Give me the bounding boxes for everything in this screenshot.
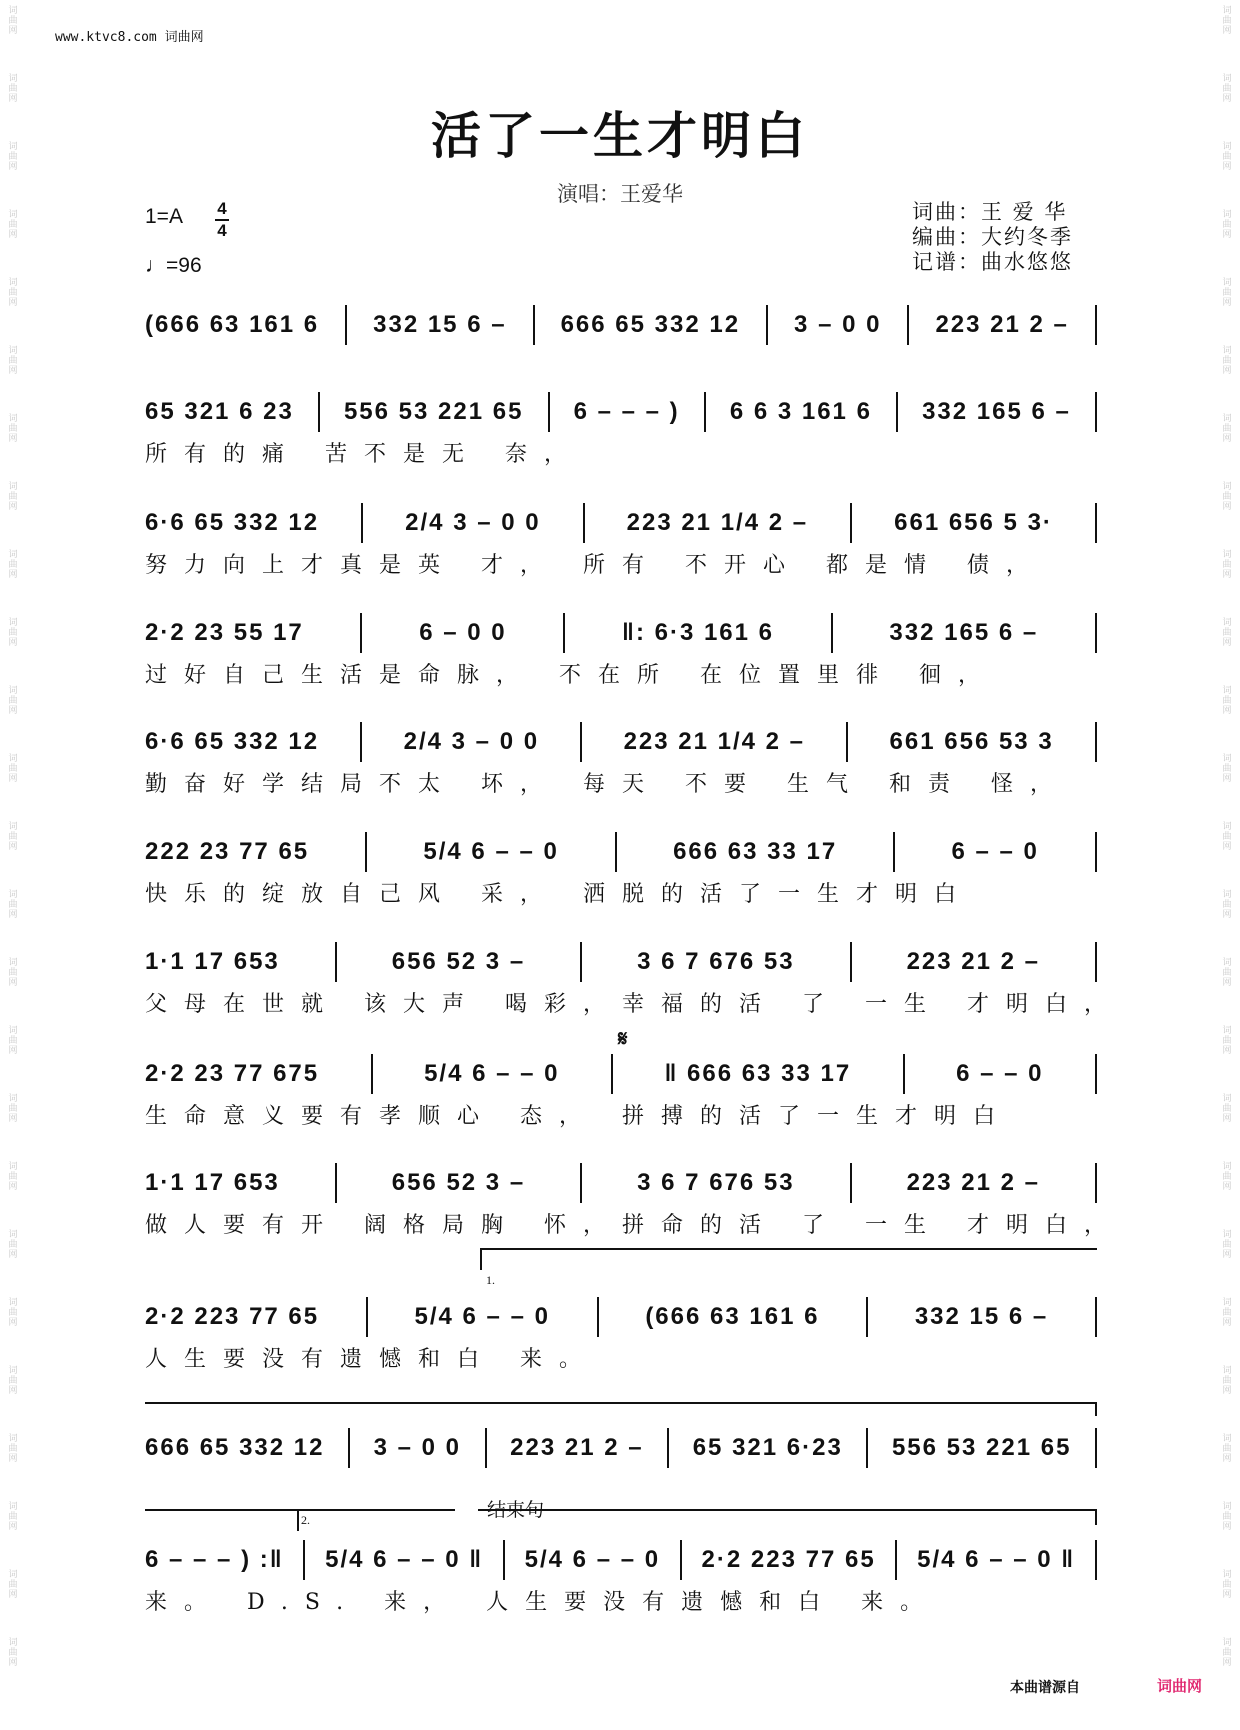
measure: 6 – – – ) :‖ <box>145 1546 284 1573</box>
watermark-text: 词 曲 网 <box>8 6 18 36</box>
repeat-line-hook <box>1095 1402 1097 1416</box>
watermark-text: 词 曲 网 <box>1222 1434 1232 1464</box>
bar-line <box>348 1428 350 1468</box>
ending-bracket-hook <box>1095 1509 1097 1525</box>
watermark-text: 词 曲 网 <box>1222 1570 1232 1600</box>
watermark-text: 词 曲 网 <box>1222 550 1232 580</box>
notation-row <box>145 1428 1097 1468</box>
bar-line <box>907 305 909 345</box>
bar-line <box>1095 1054 1097 1094</box>
bar-line <box>831 613 833 653</box>
bar-line <box>345 305 347 345</box>
ending-bracket <box>478 1509 1097 1511</box>
bar-line <box>318 392 320 432</box>
watermark-text: 词 曲 网 <box>8 142 18 172</box>
measure: 6 – – – ) <box>573 398 680 425</box>
bar-line <box>1095 392 1097 432</box>
notation-row <box>145 1163 1097 1203</box>
measure: 666 65 332 12 <box>560 311 741 338</box>
watermark-text: 词 曲 网 <box>1222 1162 1232 1192</box>
bar-line <box>680 1540 682 1580</box>
song-title: 活了一生才明白 <box>431 106 809 165</box>
bar-line <box>903 1054 905 1094</box>
measure: 65 321 6·23 <box>692 1434 843 1461</box>
lyric-line: 勤奋好学结局不太 坏， 每天 不要 生气 和责 怪， <box>145 772 1069 797</box>
measure: 3 – 0 0 <box>373 1434 462 1461</box>
measure: 661 656 53 3 <box>889 728 1054 755</box>
watermark-text: 词 曲 网 <box>8 74 18 104</box>
watermark-text: 词 曲 网 <box>8 754 18 784</box>
bar-line <box>850 942 852 982</box>
measure: 656 52 3 – <box>391 1169 526 1196</box>
watermark-text: 词 曲 网 <box>1222 958 1232 988</box>
measure: 661 656 5 3· <box>894 509 1053 536</box>
bar-line <box>361 503 363 543</box>
measure: 332 165 6 – <box>922 398 1071 425</box>
measure: (666 63 161 6 <box>645 1303 820 1330</box>
bar-line <box>485 1428 487 1468</box>
lyric-line: 父母在世就 该大声 喝彩，幸福的活 了 一生 才明白， <box>145 992 1123 1017</box>
measure: 556 53 221 65 <box>343 398 524 425</box>
watermark-text: 词 曲 网 <box>1222 210 1232 240</box>
singer-line: 演唱：王爱华 <box>557 182 683 206</box>
watermark-text: 词 曲 网 <box>8 1094 18 1124</box>
bar-line <box>1095 305 1097 345</box>
measure: 6 – – 0 <box>956 1060 1044 1087</box>
watermark-text: 词 曲 网 <box>1222 618 1232 648</box>
watermark-text: 词 曲 网 <box>8 1366 18 1396</box>
bar-line <box>766 305 768 345</box>
measure: 332 15 6 – <box>373 311 507 338</box>
tempo-mark: ♩=96 <box>145 254 202 277</box>
watermark-text: 词 曲 网 <box>1222 1638 1232 1668</box>
watermark-text: 词 曲 网 <box>8 482 18 512</box>
watermark-text: 词 曲 网 <box>1222 890 1232 920</box>
measure: ‖ 666 63 33 17 <box>664 1060 852 1087</box>
segno-sign: 𝄋 <box>618 1027 628 1052</box>
watermark-text: 词 曲 网 <box>1222 482 1232 512</box>
bar-line <box>667 1428 669 1468</box>
bar-line <box>1095 1540 1097 1580</box>
notation-row <box>145 1054 1097 1094</box>
watermark-text: 词 曲 网 <box>8 550 18 580</box>
measure: ‖: 6·3 161 6 <box>622 619 775 646</box>
watermark-text: 词 曲 网 <box>8 1162 18 1192</box>
measure: 223 21 2 – <box>906 948 1040 975</box>
volta-1-hook <box>480 1248 482 1270</box>
volta-2-bracket <box>145 1509 455 1511</box>
watermark-text: 词 曲 网 <box>1222 1026 1232 1056</box>
watermark-text: 词 曲 网 <box>1222 414 1232 444</box>
watermark-right <box>1216 0 1238 1730</box>
watermark-text: 词 曲 网 <box>8 890 18 920</box>
volta-2-label: 2. <box>301 1513 310 1527</box>
bar-line <box>371 1054 373 1094</box>
bar-line <box>303 1540 305 1580</box>
bar-line <box>1095 942 1097 982</box>
bar-line <box>850 503 852 543</box>
bar-line <box>533 305 535 345</box>
watermark-text: 词 曲 网 <box>8 1570 18 1600</box>
bar-line <box>503 1540 505 1580</box>
site-label[interactable]: www.ktvc8.com 词曲网 <box>55 30 204 45</box>
notation-row <box>145 1297 1097 1337</box>
time-sig-bottom: 4 <box>217 221 227 240</box>
measure: 656 52 3 – <box>391 948 526 975</box>
volta-1-label: 1. <box>486 1273 495 1287</box>
bar-line <box>866 1428 868 1468</box>
lyric-line: 来。 D.S. 来， 人生要没有遗憾和白 来。 <box>145 1590 940 1615</box>
key-signature: 1=A <box>145 205 183 228</box>
bar-line <box>615 832 617 872</box>
bar-line <box>335 1163 337 1203</box>
credit-lyrics: 词曲：王 爱 华 <box>912 200 1068 224</box>
watermark-text: 词 曲 网 <box>8 1298 18 1328</box>
watermark-text: 词 曲 网 <box>1222 278 1232 308</box>
watermark-text: 词 曲 网 <box>1222 1366 1232 1396</box>
notation-row <box>145 305 1097 345</box>
bar-line <box>548 392 550 432</box>
watermark-text: 词 曲 网 <box>8 1638 18 1668</box>
watermark-text: 词 曲 网 <box>8 210 18 240</box>
bar-line <box>580 1163 582 1203</box>
bar-line <box>704 392 706 432</box>
measure: 6 6 3 161 6 <box>729 398 872 425</box>
repeat-line <box>145 1402 1097 1404</box>
footer-source: 本曲谱源自 <box>1010 1680 1080 1696</box>
bar-line <box>1095 613 1097 653</box>
measure: 556 53 221 65 <box>891 1434 1072 1461</box>
measure: 2/4 3 – 0 0 <box>403 728 540 755</box>
measure: 2·2 23 55 17 <box>145 619 304 646</box>
measure: 223 21 2 – <box>906 1169 1040 1196</box>
credit-arranger: 编曲：大约冬季 <box>912 225 1073 249</box>
measure: 332 165 6 – <box>889 619 1039 646</box>
watermark-text: 词 曲 网 <box>8 278 18 308</box>
bar-line <box>611 1054 613 1094</box>
measure: 222 23 77 65 <box>145 838 310 865</box>
bar-line <box>366 1297 368 1337</box>
notation-row <box>145 1540 1097 1580</box>
measure: (666 63 161 6 <box>145 311 320 338</box>
watermark-text: 词 曲 网 <box>1222 1094 1232 1124</box>
bar-line <box>1095 1428 1097 1468</box>
watermark-text: 词 曲 网 <box>1222 142 1232 172</box>
watermark-text: 词 曲 网 <box>1222 6 1232 36</box>
measure: 1·1 17 653 <box>145 1169 280 1196</box>
lyric-line: 做人要有开 阔格局胸 怀，拼命的活 了 一生 才明白， <box>145 1213 1123 1238</box>
credits-block <box>912 200 1073 275</box>
watermark-text: 词 曲 网 <box>8 958 18 988</box>
watermark-text: 词 曲 网 <box>8 618 18 648</box>
watermark-text: 词 曲 网 <box>8 1230 18 1260</box>
volta-2-hook <box>297 1509 299 1531</box>
watermark-text: 词 曲 网 <box>1222 754 1232 784</box>
bar-line <box>335 942 337 982</box>
measure: 2·2 223 77 65 <box>145 1303 320 1330</box>
measure: 2·2 23 77 675 <box>145 1060 320 1087</box>
watermark-text: 词 曲 网 <box>8 1502 18 1532</box>
measure: 223 21 2 – <box>510 1434 644 1461</box>
watermark-text: 词 曲 网 <box>8 686 18 716</box>
time-signature <box>215 200 229 240</box>
measure: 1·1 17 653 <box>145 948 280 975</box>
watermark-left <box>2 0 24 1730</box>
bar-line <box>1095 503 1097 543</box>
watermark-text: 词 曲 网 <box>1222 346 1232 376</box>
measure: 223 21 1/4 2 – <box>626 509 809 536</box>
watermark-text: 词 曲 网 <box>8 414 18 444</box>
watermark-text: 词 曲 网 <box>8 822 18 852</box>
measure: 6·6 65 332 12 <box>145 509 320 536</box>
measure: 6 – 0 0 <box>419 619 507 646</box>
bar-line <box>583 503 585 543</box>
measure: 223 21 1/4 2 – <box>623 728 806 755</box>
watermark-text: 词 曲 网 <box>8 1434 18 1464</box>
bar-line <box>1095 1163 1097 1203</box>
measure: 6 – – 0 <box>951 838 1039 865</box>
bar-line <box>1095 1297 1097 1337</box>
bar-line <box>846 722 848 762</box>
measure: 2·2 223 77 65 <box>701 1546 876 1573</box>
measure: 65 321 6 23 <box>145 398 294 425</box>
measure: 5/4 6 – – 0 <box>423 838 559 865</box>
bar-line <box>580 722 582 762</box>
measure: 5/4 6 – – 0 ‖ <box>917 1546 1076 1573</box>
lyric-line: 生命意义要有孝顺心 态， 拼搏的活了一生才明白 <box>145 1104 1012 1129</box>
volta-1-bracket <box>480 1248 1097 1250</box>
watermark-text: 词 曲 网 <box>8 346 18 376</box>
bar-line <box>360 613 362 653</box>
watermark-text: 词 曲 网 <box>1222 1298 1232 1328</box>
bar-line <box>597 1297 599 1337</box>
measure: 3 6 7 676 53 <box>637 1169 795 1196</box>
time-sig-top: 4 <box>217 199 227 218</box>
bar-line <box>896 392 898 432</box>
ending-label: 结束句 <box>487 1499 545 1521</box>
watermark-text: 词 曲 网 <box>1222 686 1232 716</box>
bar-line <box>360 722 362 762</box>
watermark-text: 词 曲 网 <box>1222 1502 1232 1532</box>
measure: 5/4 6 – – 0 <box>424 1060 560 1087</box>
bar-line <box>850 1163 852 1203</box>
watermark-text: 词 曲 网 <box>1222 1230 1232 1260</box>
bar-line <box>866 1297 868 1337</box>
bar-line <box>1095 722 1097 762</box>
bar-line <box>893 832 895 872</box>
measure: 5/4 6 – – 0 <box>414 1303 550 1330</box>
bar-line <box>580 942 582 982</box>
lyric-line: 过好自己生活是命脉， 不在所 在位置里徘 徊， <box>145 663 997 688</box>
measure: 5/4 6 – – 0 ‖ <box>325 1546 484 1573</box>
watermark-text: 词 曲 网 <box>1222 822 1232 852</box>
notation-row <box>145 832 1097 872</box>
measure: 3 – 0 0 <box>794 311 882 338</box>
notation-row <box>145 942 1097 982</box>
watermark-text: 词 曲 网 <box>8 1026 18 1056</box>
bar-line <box>1095 832 1097 872</box>
measure: 332 15 6 – <box>914 1303 1049 1330</box>
bar-line <box>365 832 367 872</box>
notation-row <box>145 613 1097 653</box>
lyric-line: 快乐的绽放自己风 采， 洒脱的活了一生才明白 <box>145 882 973 907</box>
measure: 666 63 33 17 <box>673 838 838 865</box>
measure: 3 6 7 676 53 <box>637 948 795 975</box>
lyric-line: 人生要没有遗憾和白 来。 <box>145 1347 598 1372</box>
watermark-text: 词 曲 网 <box>1222 74 1232 104</box>
notation-row <box>145 722 1097 762</box>
lyric-line: 努力向上才真是英 才， 所有 不开心 都是情 债， <box>145 553 1045 578</box>
measure: 5/4 6 – – 0 <box>524 1546 661 1573</box>
notation-row <box>145 503 1097 543</box>
lyric-line: 所有的痛 苦不是无 奈， <box>145 442 583 467</box>
bar-line <box>895 1540 897 1580</box>
measure: 2/4 3 – 0 0 <box>405 509 541 536</box>
notation-row <box>145 392 1097 432</box>
credit-transcriber: 记谱：曲水悠悠 <box>912 250 1073 274</box>
measure: 666 65 332 12 <box>145 1434 325 1461</box>
measure: 223 21 2 – <box>935 311 1069 338</box>
footer-site[interactable]: 词曲网 <box>1157 1677 1203 1695</box>
bar-line <box>563 613 565 653</box>
measure: 6·6 65 332 12 <box>145 728 320 755</box>
